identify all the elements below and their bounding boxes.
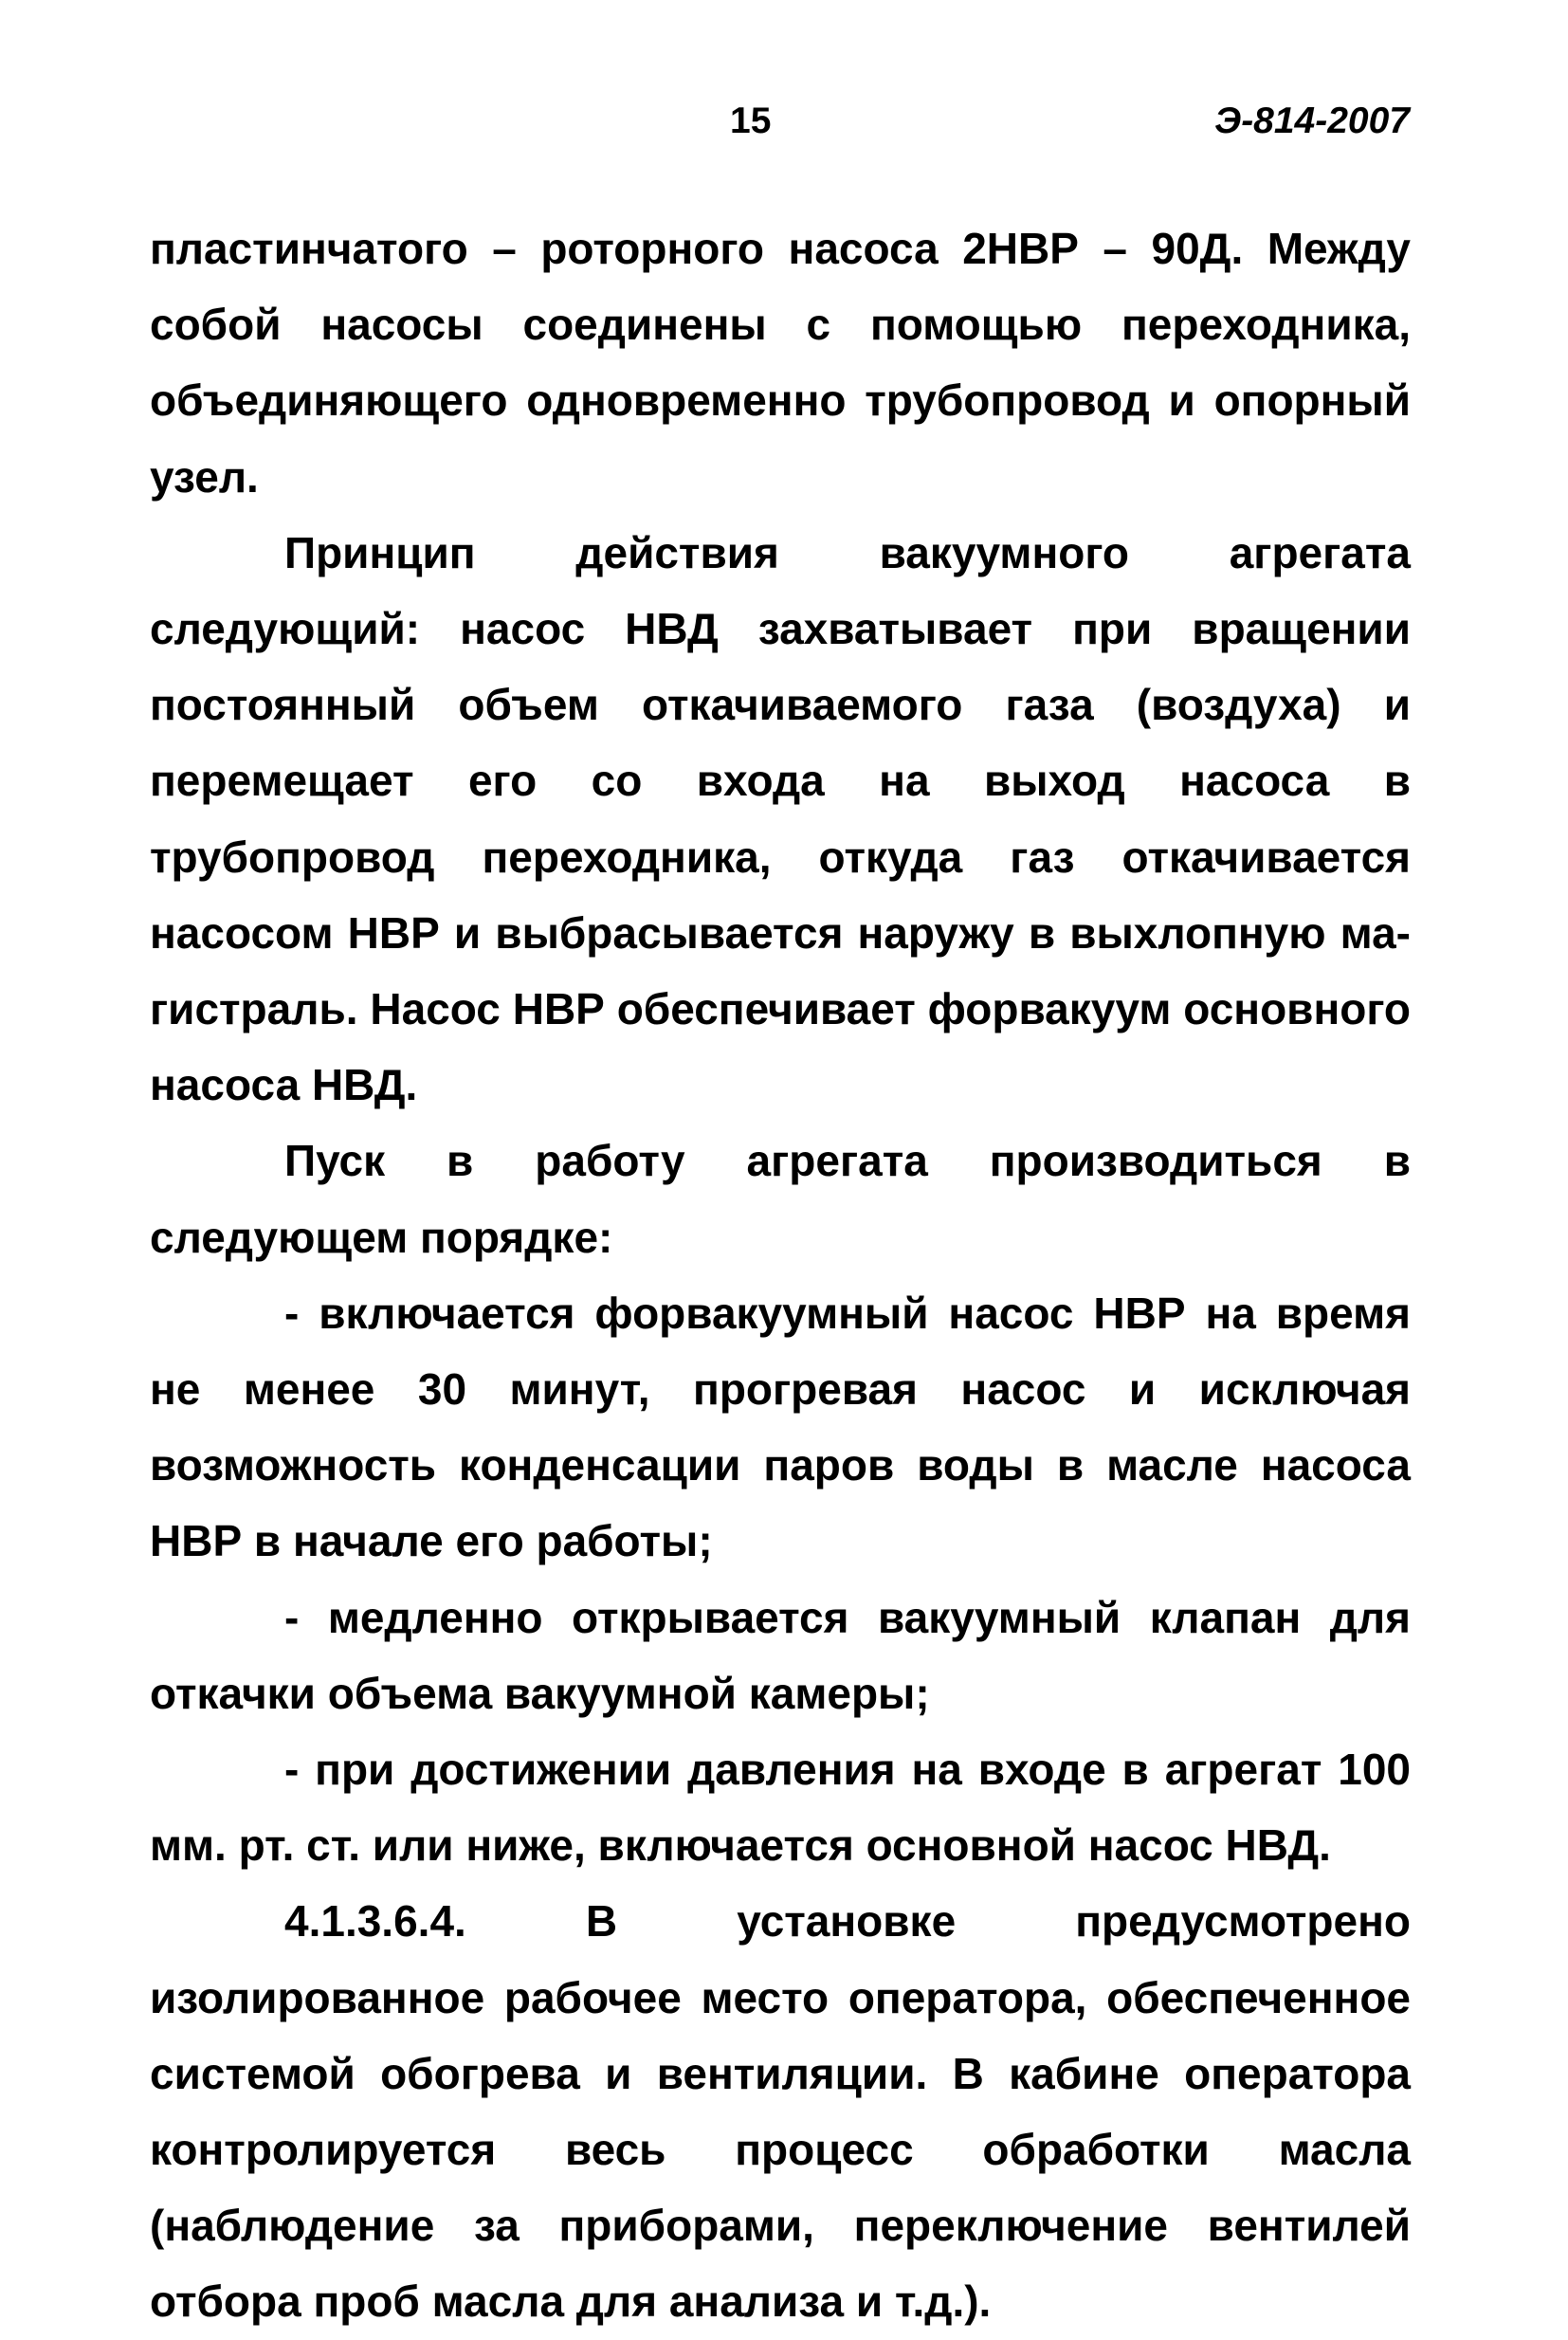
list-item-forvacuum-pump: - включается форвакуумный насос НВР на время не менее 30 минут, прогревая насос и исключая возможность конденсации паров воды в масле насоса НВР в начале его работы; (150, 1288, 1411, 1566)
paragraph-operating-principle: Принцип действия вакуумного агрегата следующий: насос НВД захватывает при вращении постоянный объем откачиваемого газа (воздуха) и перемещает его со входа на выход насоса в трубопровод переходника, откуда газ откачивается насосом НВР и выбрасывается наружу в выхлопную магистраль. Насос НВР обеспечивает форвакуум основного насоса НВД. (150, 527, 1411, 1110)
paragraph-operator-workplace: 4.1.3.6.4. В установке предусмотрено изолированное рабочее место оператора, обеспеченное системой обогрева и вентиляции. В кабине оператора контролируется весь процесс обработки масла (наблюдение за приборами, переключение вентилей отбора проб масла для анализа и т.д.). (150, 1896, 1411, 2327)
paragraph-continuation: пластинчатого – роторного насоса 2НВР – 90Д. Между собой насосы соединены с помощью переходника, объединяющего одновременно трубопровод и опорный узел. (150, 224, 1411, 502)
body-text (150, 210, 1411, 2340)
paragraph-startup-order: Пуск в работу агрегата производиться в следующем порядке: (150, 1136, 1411, 1262)
document-code: Э-814-2007 (1214, 101, 1410, 141)
list-item-main-pump: - при достижении давления на входе в агрегат 100 мм. рт. ст. или ниже, включается основной насос НВД. (150, 1745, 1411, 1871)
list-item-vacuum-valve: - медленно открывается вакуумный клапан для откачки объема вакуумной камеры; (150, 1592, 1411, 1718)
page-number: 15 (730, 101, 772, 141)
